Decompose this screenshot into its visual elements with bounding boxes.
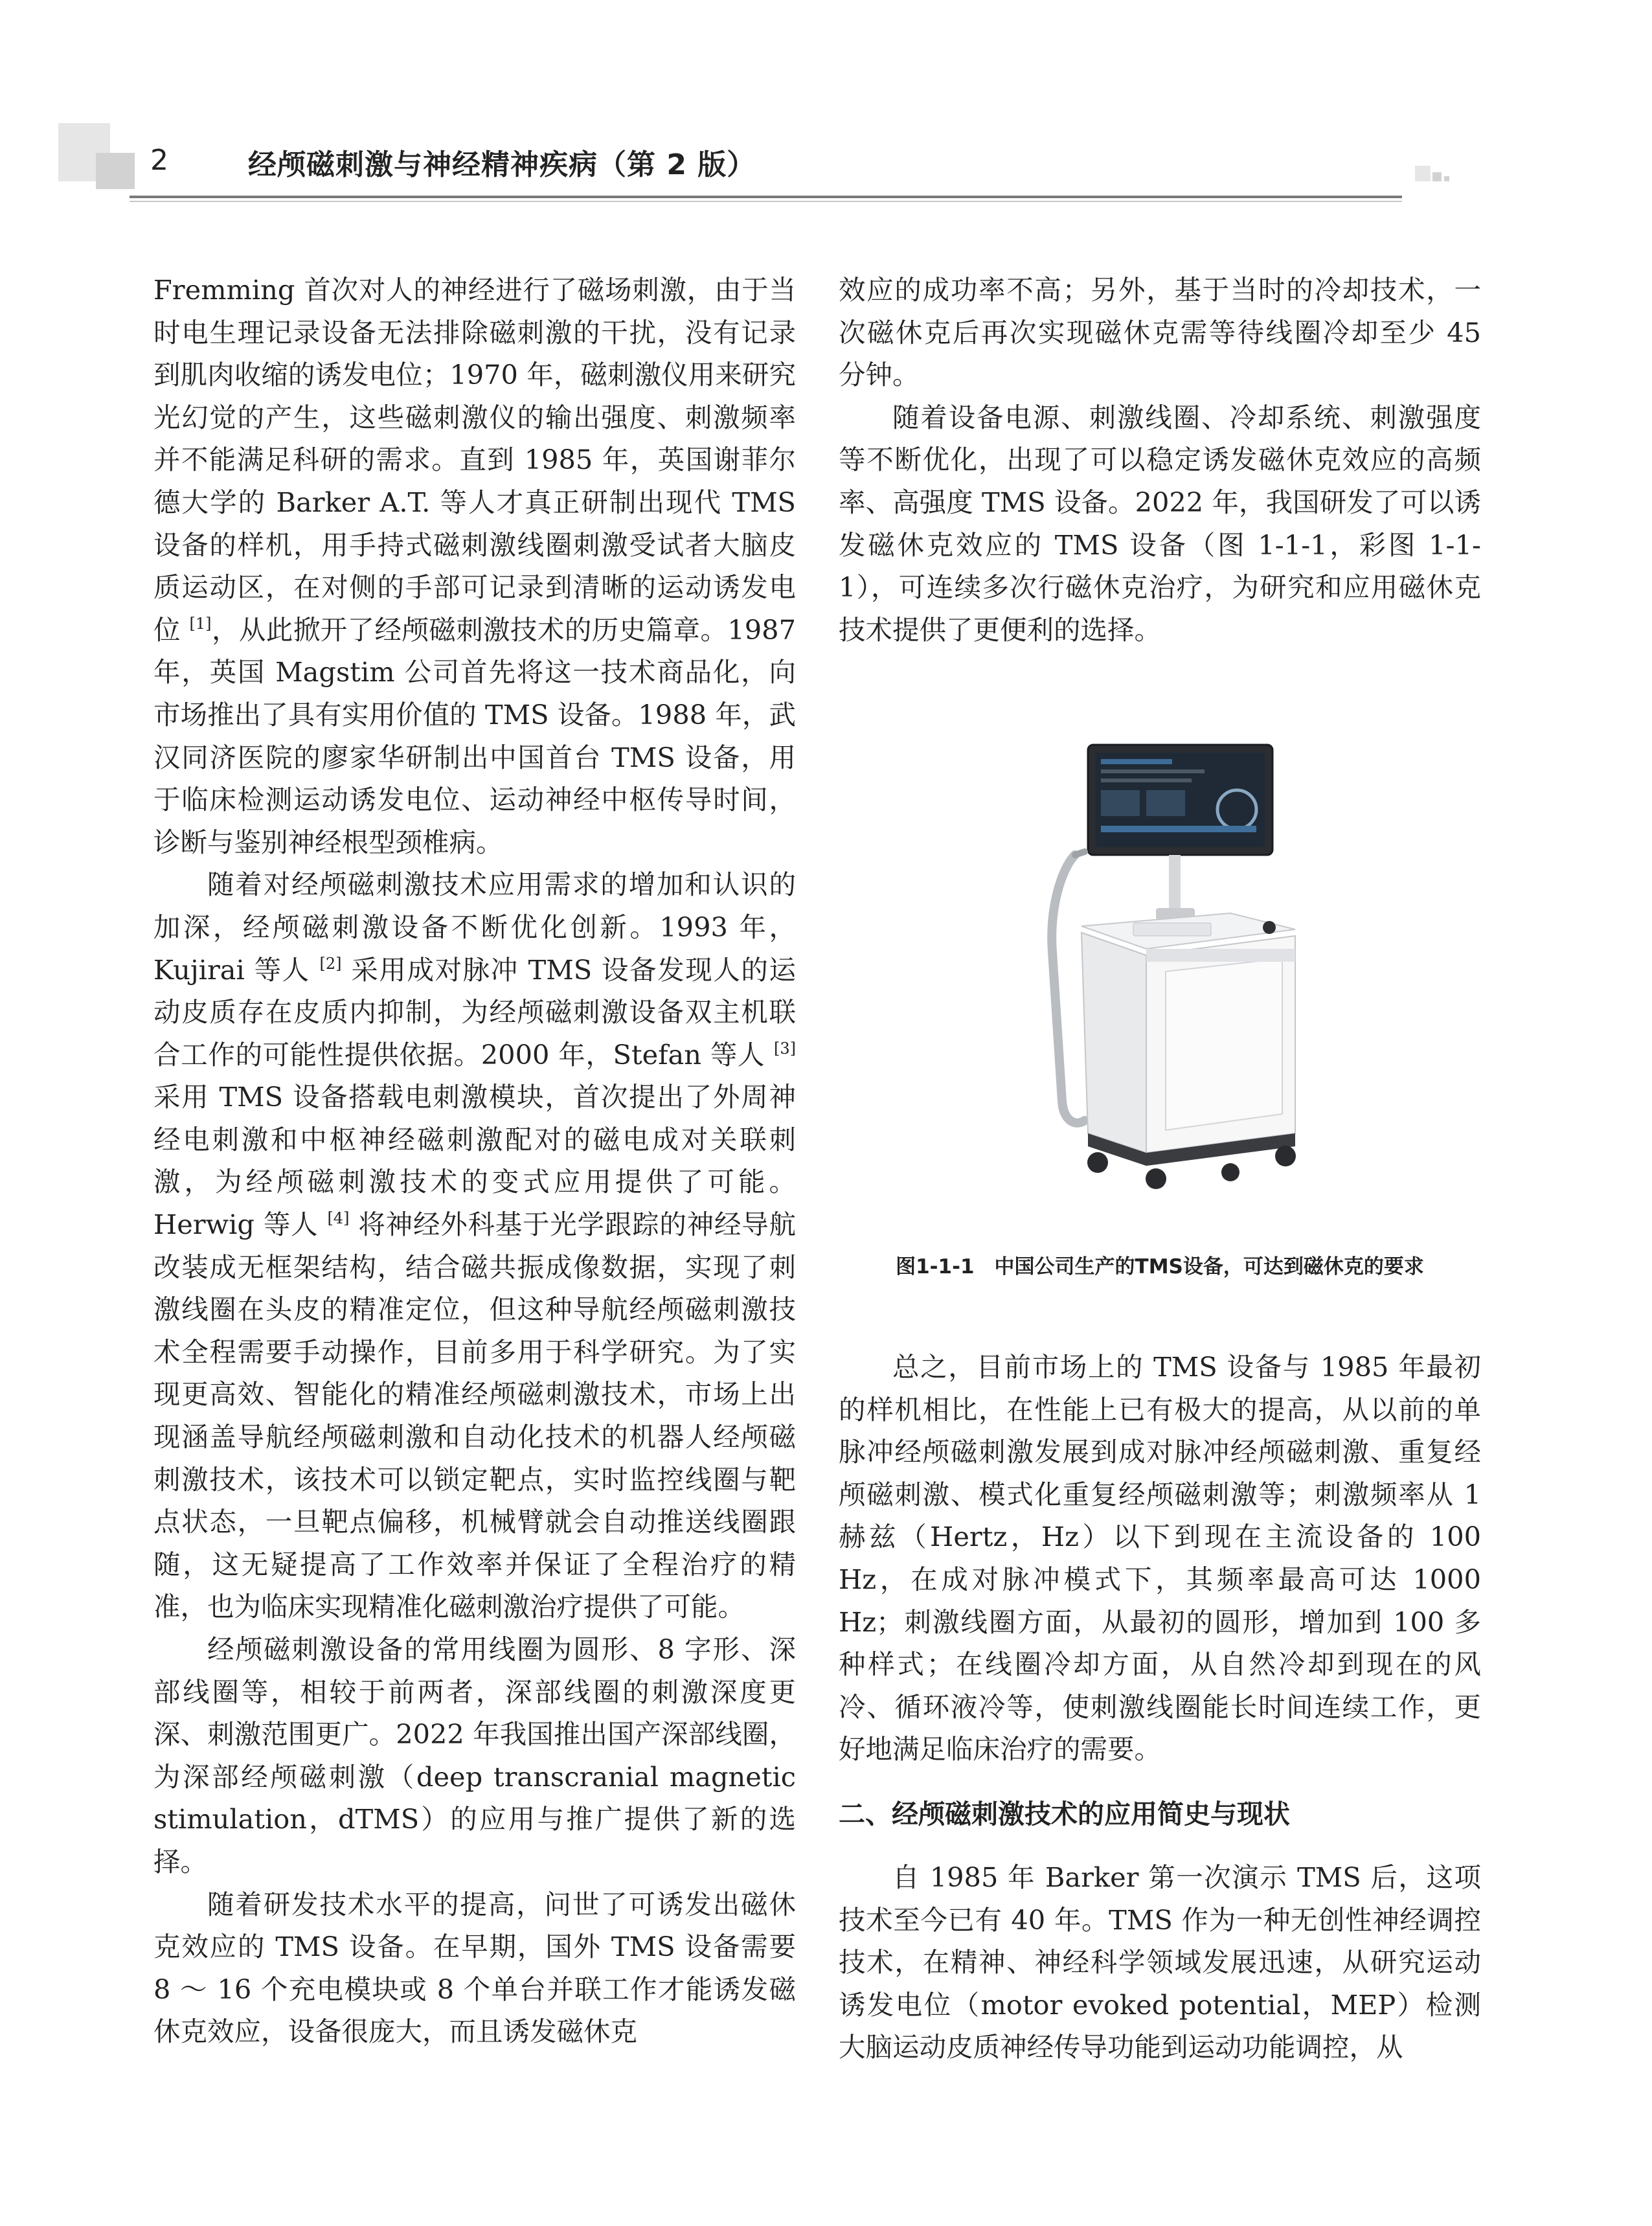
paragraph: 随着设备电源、刺激线圈、冷却系统、刺激强度等不断优化，出现了可以稳定诱发磁休克效应的高频率、高强度 TMS 设备。2022 年，我国研发了可以诱发磁休克效应的 TMS 设备（图 1-1-1，彩图 1-1-1），可连续多次行磁休克治疗，为研究和应用磁休克技术提供了更便利的选择。 [839,401,1481,646]
paragraph: 随着研发技术水平的提高，问世了可诱发出磁休克效应的 TMS 设备。在早期，国外 TMS 设备需要 8 ～ 16 个充电模块或 8 个单台并联工作才能诱发磁休克效应，设备很庞大，而且诱发磁休克 [153,1888,796,2048]
header-decoration-square [1415,166,1431,181]
figure-caption: 图1-1-1 中国公司生产的TMS设备，可达到磁休克的要求 [896,1255,1424,1278]
paragraph: Fremming 首次对人的神经进行了磁场刺激，由于当时电生理记录设备无法排除磁刺激的干扰，没有记录到肌肉收缩的诱发电位；1970 年，磁刺激仪用来研究光幻觉的产生，这些磁刺激仪的输出强度、刺激频率并不能满足科研的需求。直到 1985 年，英国谢菲尔德大学的 Barker A.T. 等人才真正研制出现代 TMS 设备的样机，用手持式磁刺激线圈刺激受试者大脑皮质运动区，在对侧的手部可记录到清晰的运动诱发电位 [1]，从此掀开了经颅磁刺激技术的历史篇章。1987 年，英国 Magstim 公司首先将这一技术商品化，向市场推出了具有实用价值的 TMS 设备。1988 年，武汉同济医院的廖家华研制出中国首台 TMS 设备，用于临床检测运动诱发电位、运动神经中枢传导时间，诊断与鉴别神经根型颈椎病。 [153,274,796,858]
citation-ref[interactable]: [3] [774,1039,796,1058]
header-decoration-square [1444,176,1449,181]
paragraph: 经颅磁刺激设备的常用线圈为圆形、8 字形、深部线圈等，相较于前两者，深部线圈的刺激深度更深、刺激范围更广。2022 年我国推出国产深部线圈，为深部经颅磁刺激（deep transcranial magnetic stimulation，dTMS）的应用与推广提供了新的选择。 [153,1633,796,1878]
paragraph: 随着对经颅磁刺激技术应用需求的增加和认识的加深，经颅磁刺激设备不断优化创新。1993 年，Kujirai 等人 [2] 采用成对脉冲 TMS 设备发现人的运动皮质存在皮质内抑制，为经颅磁刺激设备双主机联合工作的可能性提供依据。2000 年，Stefan 等人 [3] 采用 TMS 设备搭载电刺激模块，首次提出了外周神经电刺激和中枢神经磁刺激配对的磁电成对关联刺激，为经颅磁刺激技术的变式应用提供了可能。Herwig 等人 [4] 将神经外科基于光学跟踪的神经导航改装成无框架结构，结合磁共振成像数据，实现了刺激线圈在头皮的精准定位，但这种导航经颅磁刺激技术全程需要手动操作，目前多用于科学研究。为了实现更高效、智能化的精准经颅磁刺激技术，市场上出现涵盖导航经颅磁刺激和自动化技术的机器人经颅磁刺激技术，该技术可以锁定靶点，实时监控线圈与靶点状态，一旦靶点偏移，机械臂就会自动推送线圈跟随，这无疑提高了工作效率并保证了全程治疗的精准，也为临床实现精准化磁刺激治疗提供了可能。 [153,869,796,1623]
section-heading: 二、经颅磁刺激技术的应用简史与现状 [839,1798,1290,1830]
page-number: 2 [150,144,168,177]
figure-tms-device [1036,738,1308,1192]
right-column-bottom [839,1346,1481,2069]
paragraph: 总之，目前市场上的 TMS 设备与 1985 年最初的样机相比，在性能上已有极大的提高，从以前的单脉冲经颅磁刺激发展到成对脉冲经颅磁刺激、重复经颅磁刺激、模式化重复经颅磁刺激等；刺激频率从 1 赫兹（Hertz，Hz）以下到现在主流设备的 100 Hz，在成对脉冲模式下，其频率最高可达 1000 Hz；刺激线圈方面，从最初的圆形，增加到 100 多种样式；在线圈冷却方面，从自然冷却到现在的风冷、循环液冷等，使刺激线圈能长时间连续工作，更好地满足临床治疗的需要。 [839,1351,1481,1766]
header-rule-thin [130,201,1402,202]
citation-ref[interactable]: [4] [327,1209,350,1228]
citation-ref[interactable]: [2] [319,954,342,973]
header-decoration-square [96,153,135,189]
right-column-top [839,269,1481,651]
paragraph: 自 1985 年 Barker 第一次演示 TMS 后，这项技术至今已有 40 年。TMS 作为一种无创性神经调控技术，在精神、神经科学领域发展迅速，从研究运动诱发电位（motor evoked potential，MEP）检测大脑运动皮质神经传导功能到运动功能调控，从 [839,1861,1481,2063]
header-decoration-square [1432,172,1442,181]
left-column [153,269,796,2053]
tms-device-illustration [1036,738,1308,1192]
book-title: 经颅磁刺激与神经精神疾病（第 2 版） [248,148,756,181]
header-rule [130,196,1402,198]
citation-ref[interactable]: [1] [189,614,212,633]
paragraph: 效应的成功率不高；另外，基于当时的冷却技术，一次磁休克后再次实现磁休克需等待线圈冷却至少 45 分钟。 [839,274,1481,391]
